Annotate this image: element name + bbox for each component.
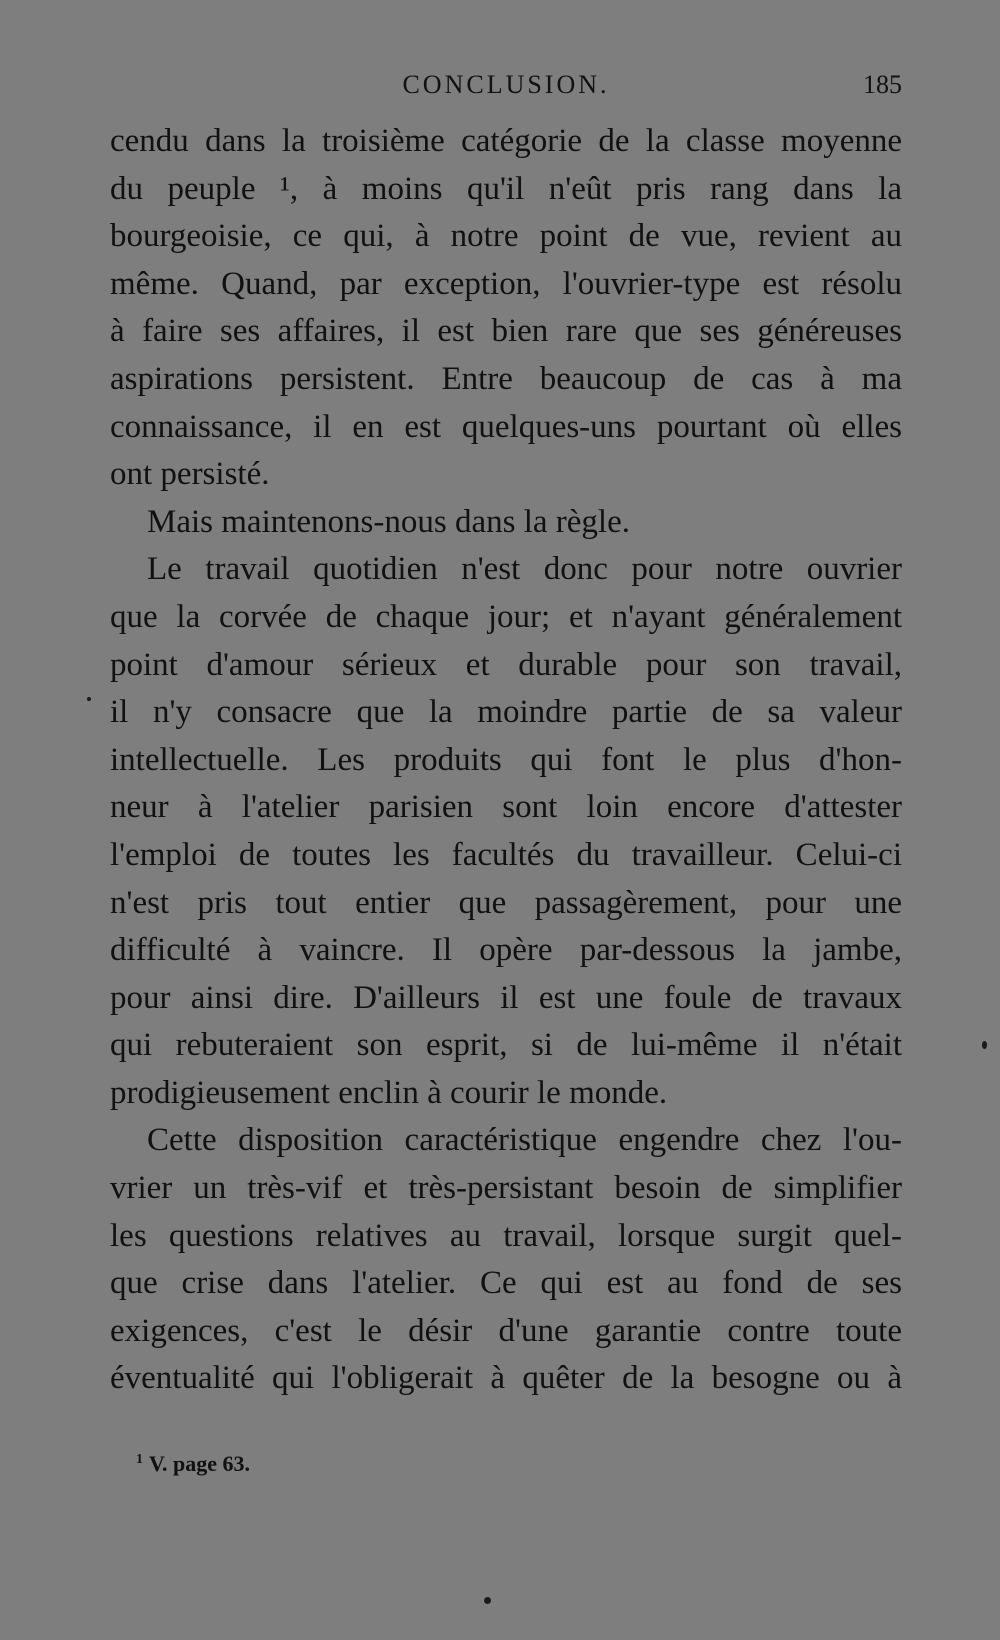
- ink-speck: [87, 697, 91, 701]
- running-head: [110, 66, 902, 106]
- text-line: connaissance, il en est quelques-uns pourtant où elles: [110, 408, 902, 445]
- text-line: les questions relatives au travail, lorsque surgit quel-: [110, 1217, 902, 1254]
- text-line: que crise dans l'atelier. Ce qui est au fond de ses: [110, 1265, 902, 1302]
- text-line: aspirations persistent. Entre beaucoup de cas à ma: [110, 360, 902, 397]
- text-line: Le travail quotidien n'est donc pour notre ouvrier: [147, 551, 902, 588]
- text-line: éventualité qui l'obligerait à quêter de la besogne ou à: [110, 1360, 902, 1397]
- text-line: intellectuelle. Les produits qui font le plus d'hon-: [110, 741, 902, 778]
- body-text: [110, 118, 902, 1403]
- text-line: Cette disposition caractéristique engendre chez l'ou-: [147, 1122, 902, 1159]
- ink-speck: [982, 1041, 987, 1049]
- text-line: ont persisté.: [110, 456, 270, 493]
- ink-speck: [484, 1597, 491, 1604]
- text-line: cendu dans la troisième catégorie de la classe moyenne: [110, 123, 902, 159]
- page-number: 185: [863, 70, 902, 99]
- footnote: [136, 1451, 250, 1477]
- text-line: pour ainsi dire. D'ailleurs il est une foule de travaux: [110, 979, 902, 1016]
- text-line: que la corvée de chaque jour; et n'ayant généralement: [110, 598, 902, 635]
- text-line: neur à l'atelier parisien sont loin encore d'attester: [110, 789, 902, 826]
- text-line: n'est pris tout entier que passagèrement, pour une: [110, 884, 902, 921]
- running-title: CONCLUSION.: [402, 70, 610, 99]
- text-line: vrier un très-vif et très-persistant besoin de simplifier: [110, 1170, 902, 1207]
- text-line: qui rebuteraient son esprit, si de lui-même il n'était: [110, 1027, 902, 1064]
- text-line: point d'amour sérieux et durable pour son travail,: [110, 646, 902, 683]
- text-line: l'emploi de toutes les facultés du travailleur. Celui-ci: [110, 836, 902, 873]
- text-line: même. Quand, par exception, l'ouvrier-type est résolu: [110, 265, 902, 302]
- text-line: du peuple ¹, à moins qu'il n'eût pris rang dans la: [110, 170, 902, 207]
- text-line: à faire ses affaires, il est bien rare que ses généreuses: [110, 313, 902, 350]
- text-line: difficulté à vaincre. Il opère par-dessous la jambe,: [110, 932, 902, 969]
- text-line: il n'y consacre que la moindre partie de sa valeur: [110, 694, 902, 731]
- text-line: Mais maintenons-nous dans la règle.: [147, 503, 630, 540]
- text-line: exigences, c'est le désir d'une garantie contre toute: [110, 1312, 902, 1349]
- footnote-text: V. page 63.: [149, 1451, 251, 1476]
- footnote-marker: 1: [136, 1451, 143, 1467]
- text-line: prodigieusement enclin à courir le monde.: [110, 1074, 668, 1111]
- text-line: bourgeoisie, ce qui, à notre point de vue, revient au: [110, 218, 902, 255]
